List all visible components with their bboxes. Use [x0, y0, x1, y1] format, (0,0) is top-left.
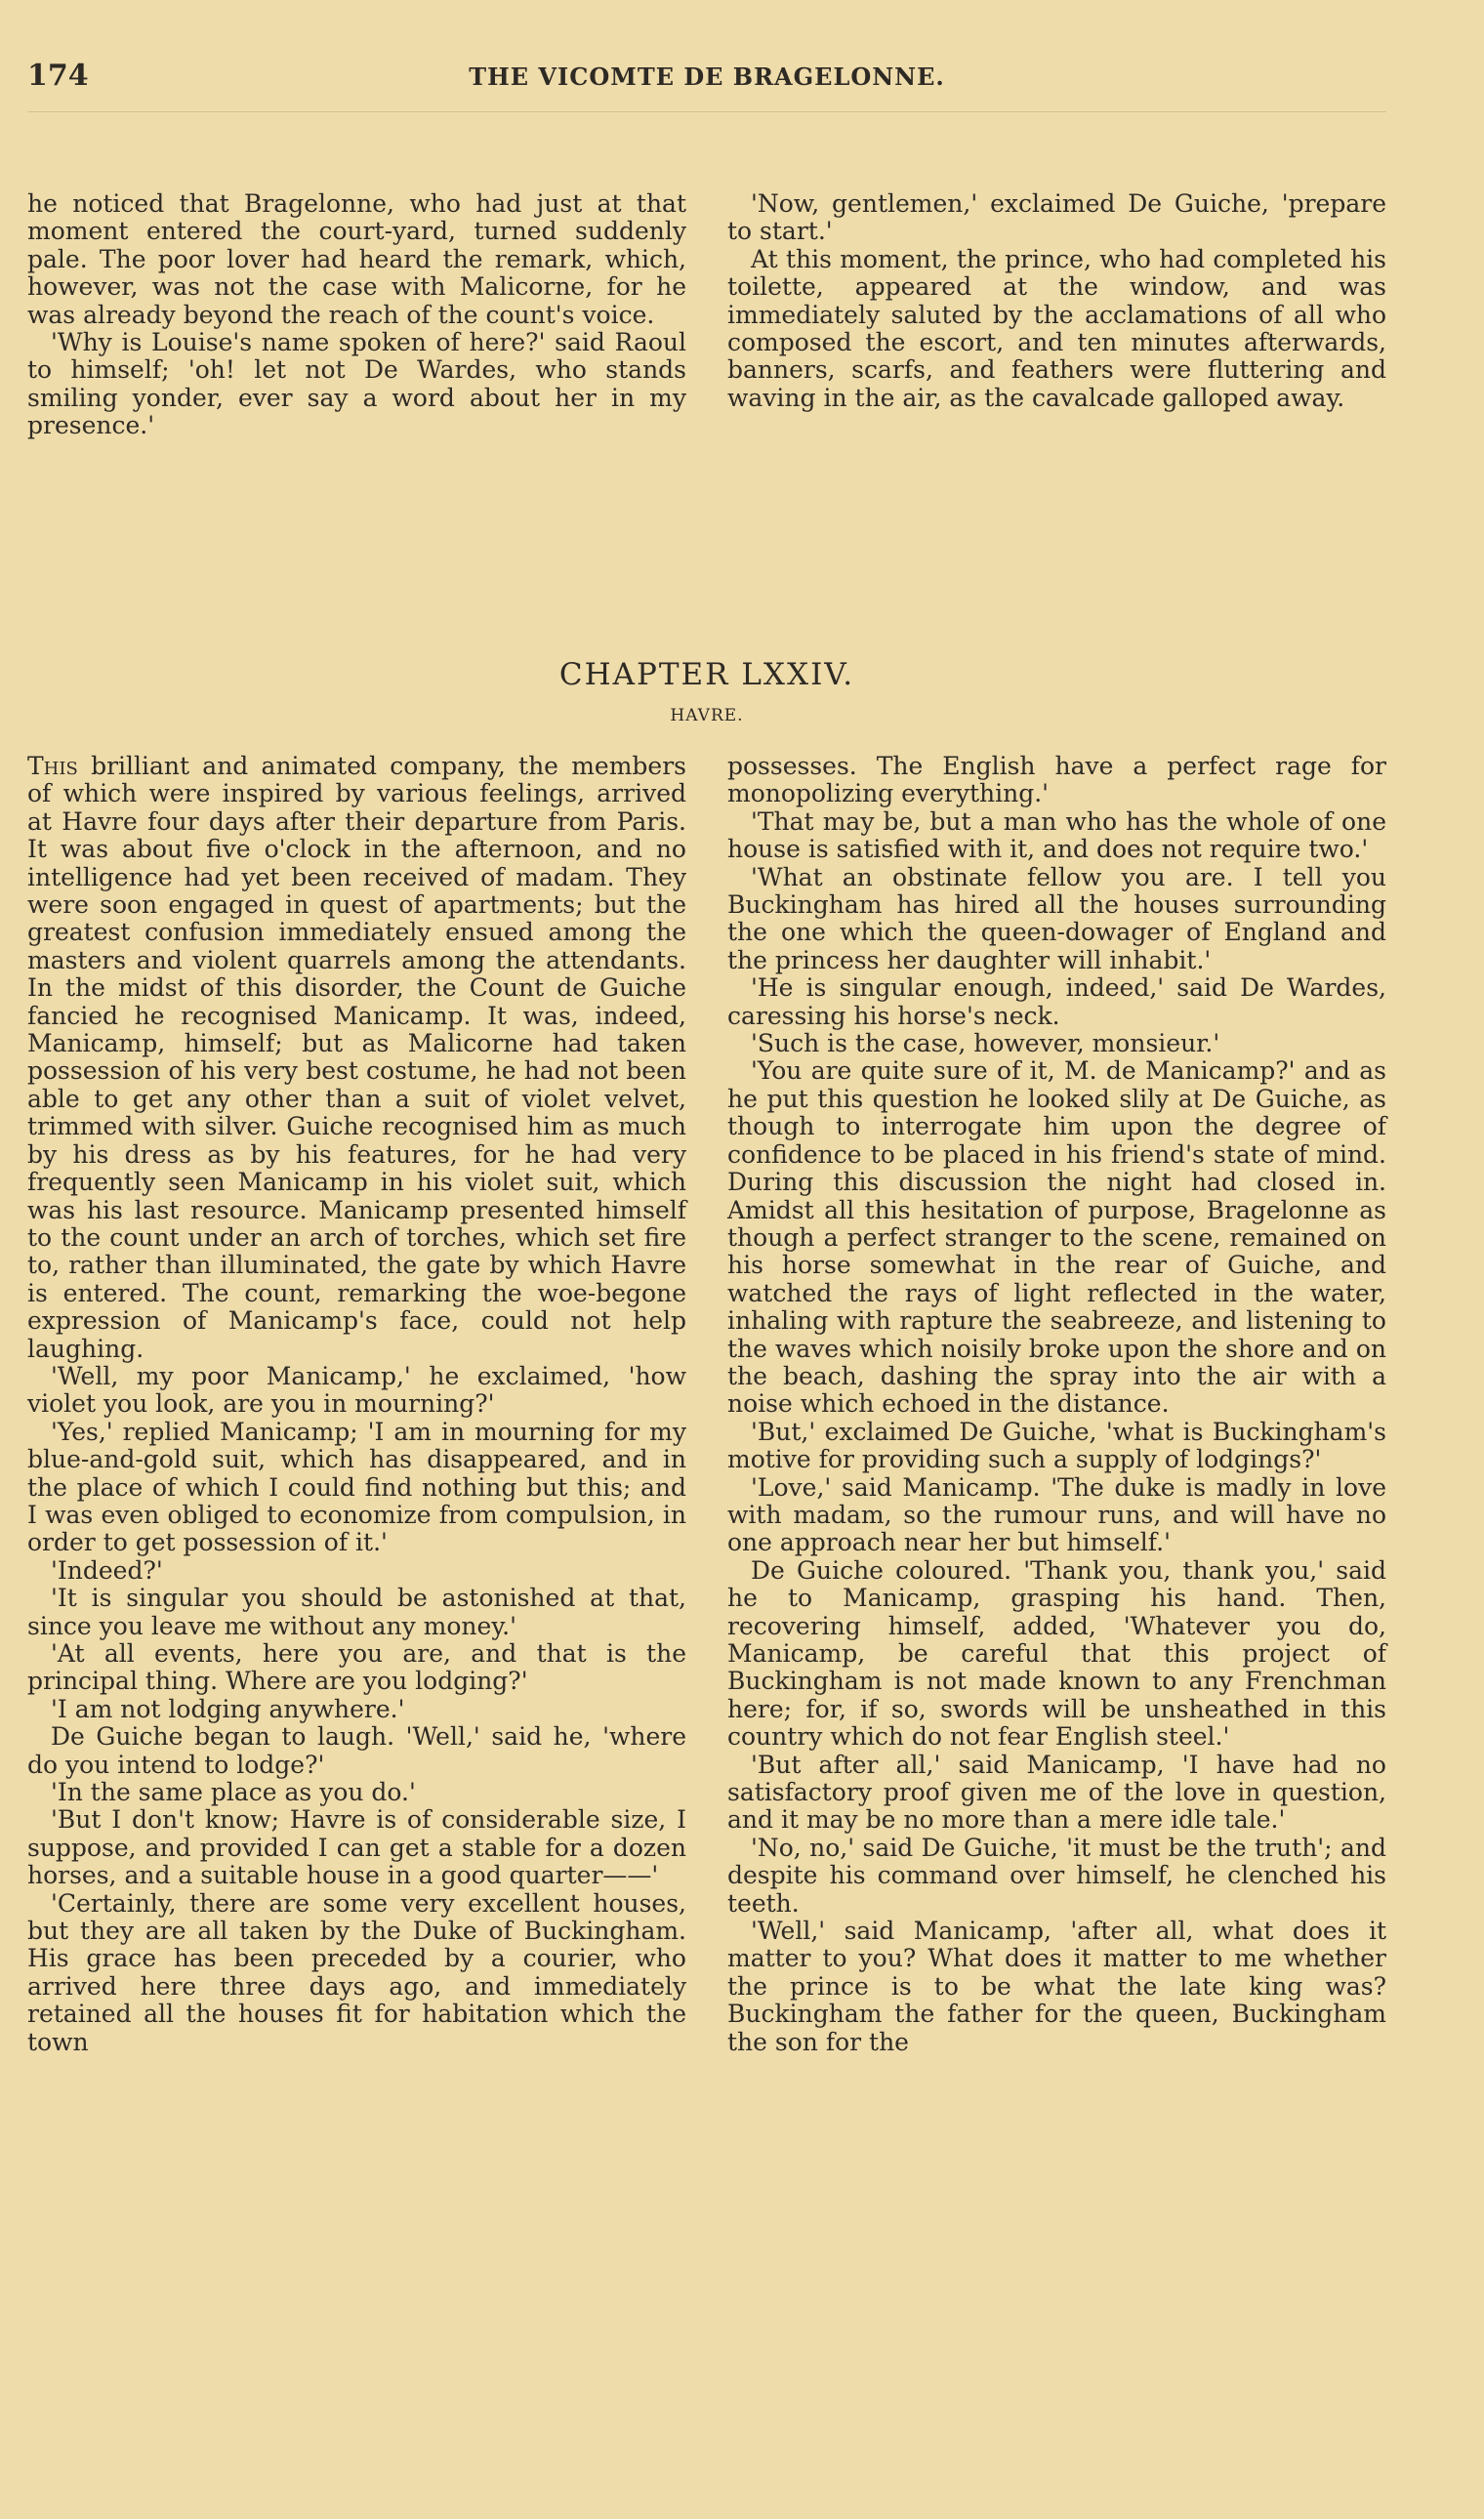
paragraph: 'Well,' said Manicamp, 'after all, what does it matter to you? What does it matter to me whether the prince is to be what the late king was? Buckingham the father for the queen, Buckingham the son for the [727, 1917, 1386, 2056]
paragraph: 'At all events, here you are, and that is the principal thing. Where are you lodging?' [27, 1639, 686, 1696]
paragraph: De Guiche coloured. 'Thank you, thank you,' said he to Manicamp, grasping his hand. Then, recovering himself, added, 'Whatever you do, Manicamp, be careful that this project of Buckingham is not made known to any Frenchman here; for, if so, swords will be unsheathed in this country which do not fear English steel.' [727, 1555, 1386, 1752]
top-section [27, 190, 1386, 583]
main-right-column [727, 753, 1386, 2056]
paragraph: 'Such is the case, however, monsieur.' [751, 1029, 1220, 1058]
running-title: THE VICOMTE DE BRAGELONNE. [469, 62, 945, 91]
top-right-column [727, 190, 1386, 583]
paragraph: 'Yes,' replied Manicamp; 'I am in mourning for my blue-and-gold suit, which has disappeared, and in the place of which I could find nothing but this; and I was even obliged to economize from compulsion, in order to get possession of it.' [27, 1417, 686, 1557]
main-section [27, 753, 1386, 2056]
paragraph: 'You are quite sure of it, M. de Manicamp?' and as he put this question he looked slily at De Guiche, as though to interrogate him upon the degree of confidence to be placed in his friend's state of mind. During this discussion the night had closed in. Amidst all this hesitation of purpose, Bragelonne as though a perfect stranger to the scene, remained on his horse somewhat in the rear of Guiche, and watched the rays of light reflected in the water, inhaling with rapture the seabreeze, and listening to the waves which noisily broke upon the shore and on the beach, dashing the spray into the air with a noise which echoed in the distance. [727, 1056, 1386, 1419]
paragraph: 'No, no,' said De Guiche, 'it must be the truth'; and despite his command over himself, he clenched his teeth. [727, 1833, 1386, 1918]
paragraph: 'What an obstinate fellow you are. I tell you Buckingham has hired all the houses surrounding the one which the queen-dowager of England and the princess her daughter will inhabit.' [727, 862, 1386, 974]
paragraph: 'But,' exclaimed De Guiche, 'what is Buckingham's motive for providing such a supply of lodgings?' [727, 1417, 1386, 1474]
paragraph: 'Well, my poor Manicamp,' he exclaimed, 'how violet you look, are you in mourning?' [27, 1361, 686, 1419]
page-number: 174 [27, 59, 89, 93]
paragraph: 'That may be, but a man who has the whole of one house is satisfied with it, and does not require two.' [727, 806, 1386, 864]
paragraph: 'Indeed?' [51, 1555, 163, 1585]
paragraph: 'It is singular you should be astonished at that, since you leave me without any money.' [27, 1584, 686, 1640]
opening-text: brilliant and animated company, the members of which were inspired by various feelings, arrived at Havre four days after their departure from Paris. It was about five o'clock in the afternoon, and no intelligence had yet been received of madam. They were soon engaged in quest of apartments; but the greatest confusion immediately ensued among the masters and violent quarrels among the attendants. In the midst of this disorder, the Count de Guiche fancied he recognised Manicamp. It was, indeed, Manicamp, himself; but as Malicorne had taken possession of his very best costume, he had not been able to get any other than a suit of violet velvet, trimmed with silver. Guiche recognised him as much by his dress as by his features, for he had very frequently seen Manicamp in his violet suit, which was his last resource. Manicamp presented himself to the count under an arch of torches, which set fire to, rather than illuminated, the gate by which Havre is entered. The count, remarking the woe-begone expression of Manicamp's face, could not help laughing. [27, 752, 686, 1363]
paragraph: 'Certainly, there are some very excellent houses, but they are all taken by the Duke of Buckingham. His grace has been preceded by a courier, who arrived here three days ago, and immediately retained all the houses fit for habitation which the town [27, 1888, 686, 2056]
opening-paragraph [27, 753, 686, 1363]
top-left-column [27, 190, 686, 583]
paragraph: 'In the same place as you do.' [51, 1778, 416, 1807]
paragraph: 'Love,' said Manicamp. 'The duke is madly in love with madam, so the rumour runs, and will have no one approach near her but himself.' [727, 1472, 1386, 1557]
paragraph: 'He is singular enough, indeed,' said De Wardes, caressing his horse's neck. [727, 973, 1386, 1030]
paragraph: 'But I don't know; Havre is of considerable size, I suppose, and provided I can get a stable for a dozen horses, and a suitable house in a good quarter——' [27, 1805, 686, 1890]
paragraph: At this moment, the prince, who had completed his toilette, appeared at the window, and was immediately saluted by the acclamations of all who composed the escort, and ten minutes afterwards, banners, scarfs, and feathers were fluttering and waving in the air, as the cavalcade galloped away. [727, 244, 1386, 412]
paragraph: De Guiche began to laugh. 'Well,' said he, 'where do you intend to lodge?' [27, 1722, 686, 1779]
paragraph: he noticed that Bragelonne, who had just at that moment entered the court-yard, turned suddenly pale. The poor lover had heard the remark, which, however, was not the case with Malicorne, for he was already beyond the reach of the count's voice. [27, 189, 686, 329]
running-head [27, 59, 1386, 112]
chapter-heading: CHAPTER LXXIV. [558, 657, 855, 692]
opening-word: This [27, 752, 78, 780]
paragraph: 'I am not lodging anywhere.' [51, 1694, 405, 1723]
paragraph: possesses. The English have a perfect rage for monopolizing everything.' [727, 752, 1386, 808]
paragraph: 'Why is Louise's name spoken of here?' said Raoul to himself; 'oh! let not De Wardes, who stands smiling yonder, ever say a word about her in my presence.' [27, 328, 686, 440]
main-left-column [27, 753, 686, 2056]
chapter-subtitle: HAVRE. [670, 706, 744, 725]
paragraph: 'Now, gentlemen,' exclaimed De Guiche, 'prepare to start.' [727, 189, 1386, 246]
paragraph: 'But after all,' said Manicamp, 'I have had no satisfactory proof given me of the love in question, and it may be no more than a mere idle tale.' [727, 1750, 1386, 1835]
